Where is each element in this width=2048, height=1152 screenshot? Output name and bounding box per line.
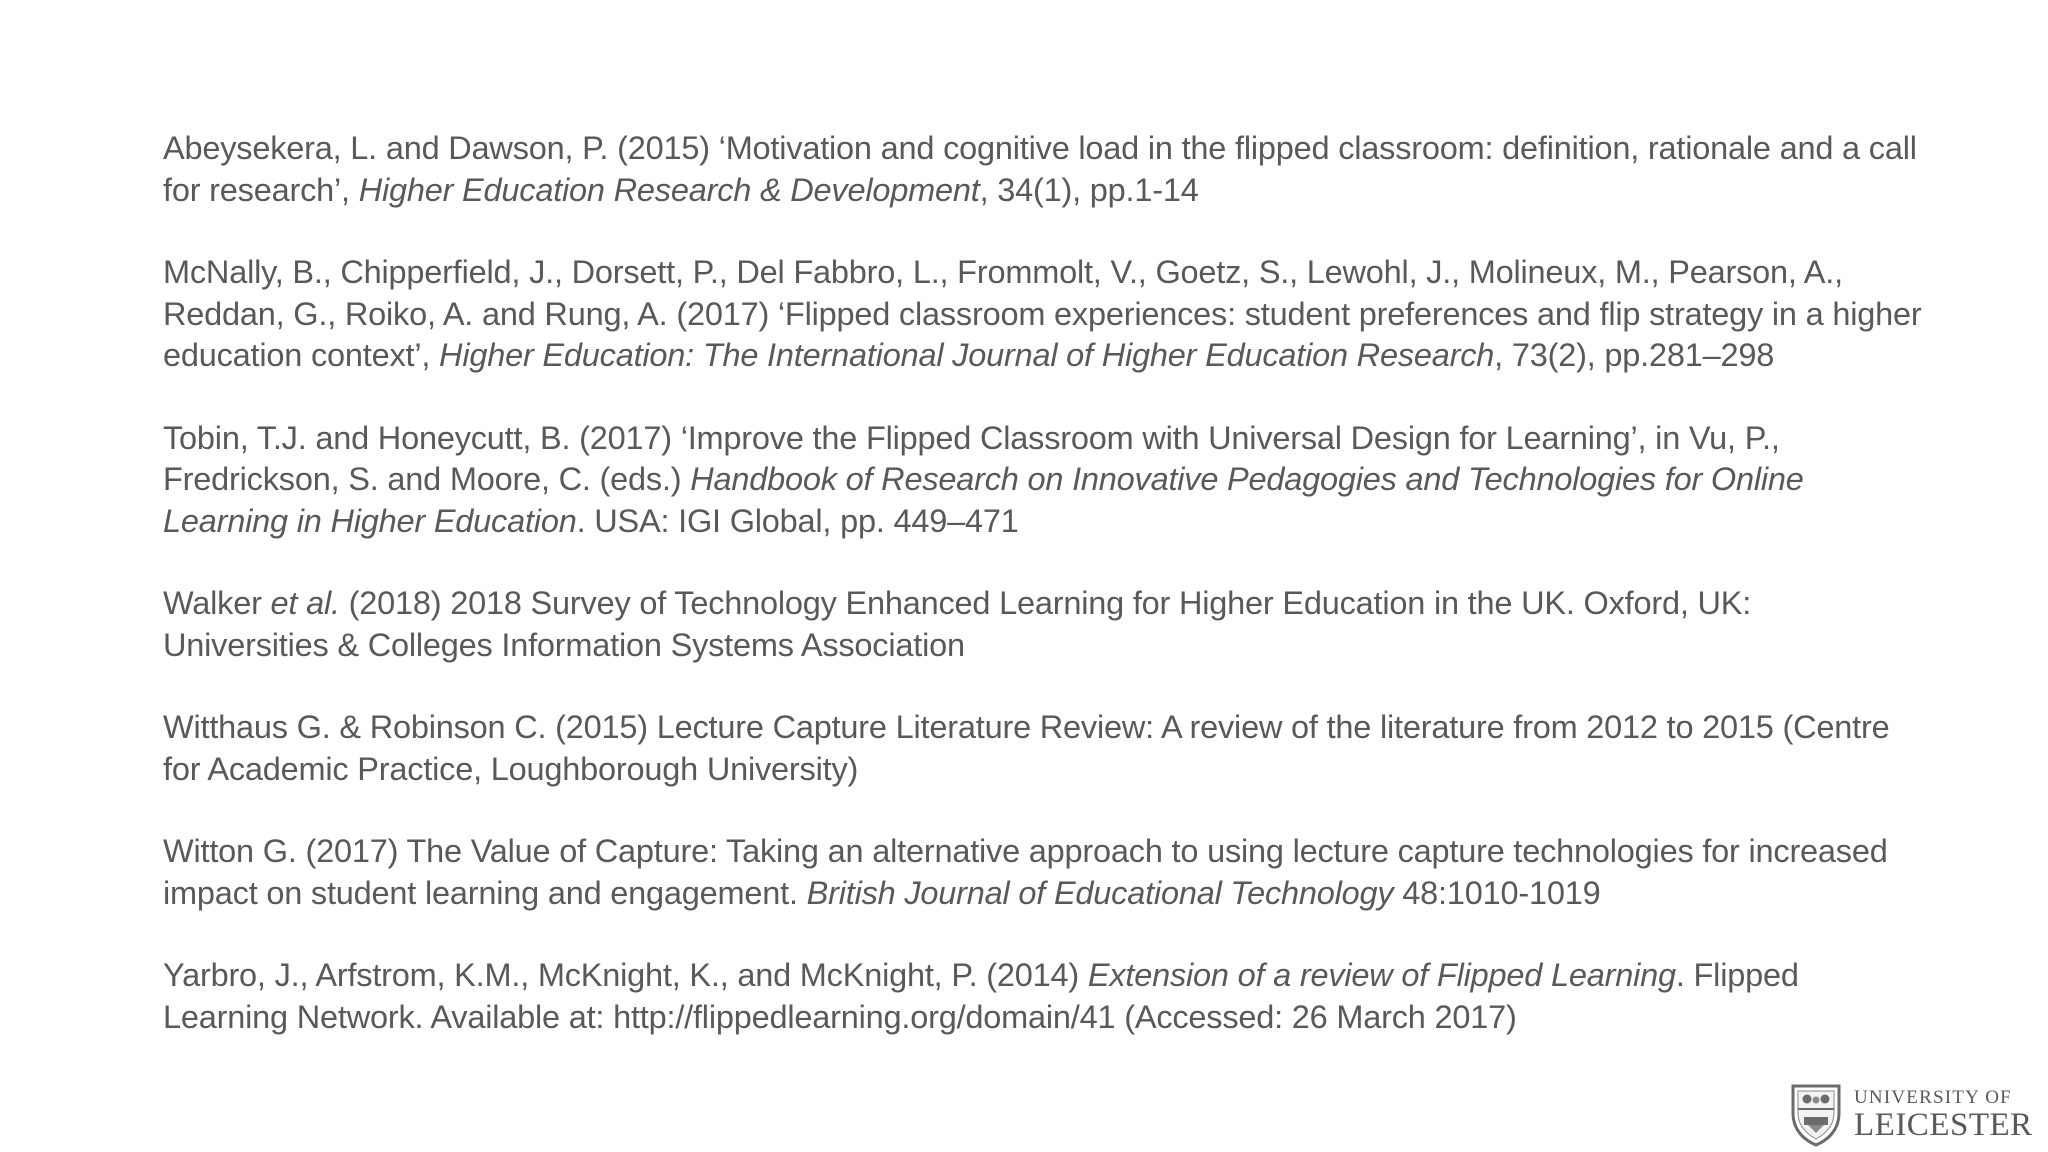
- reference-item: [163, 128, 1923, 211]
- reference-title: Extension of a review of Flipped Learning: [1087, 957, 1676, 993]
- reference-text: . Flipped Learning Network. Available at: http://flippedlearning.org/domain/41 (Accessed: 26 March 2017): [163, 957, 1799, 1035]
- reference-text: , 34(1), pp.1-14: [979, 171, 1199, 208]
- reference-item: [163, 831, 1923, 914]
- reference-text: . USA: IGI Global, pp. 449–471: [576, 502, 1019, 539]
- reference-text: Abeysekera, L. and Dawson, P. (2015) ‘Motivation and cognitive load in the flipped classroom: definition, rationale and a call for research’,: [163, 130, 1917, 208]
- university-shield-icon: [1790, 1083, 1842, 1147]
- reference-title: Handbook of Research on Innovative Pedagogies and Technologies for Online Learning in Higher Education: [163, 461, 1804, 539]
- reference-title: Higher Education Research & Development: [358, 171, 980, 208]
- reference-text: , 73(2), pp.281–298: [1494, 337, 1775, 373]
- reference-list: [163, 128, 1923, 1079]
- reference-item: [163, 252, 1923, 377]
- reference-item: [163, 955, 1923, 1038]
- reference-text: Tobin, T.J. and Honeycutt, B. (2017) ‘Improve the Flipped Classroom with Universal Design for Learning’, in Vu, P., Fredrickson, S. and Moore, C. (eds.): [163, 419, 1780, 497]
- reference-text: Yarbro, J., Arfstrom, K.M., McKnight, K., and McKnight, P. (2014): [163, 957, 1088, 993]
- reference-item: [163, 707, 1923, 790]
- logo-line-university-of: UNIVERSITY OF: [1854, 1087, 2012, 1108]
- reference-title: British Journal of Educational Technology: [806, 874, 1394, 911]
- reference-item: [163, 418, 1923, 543]
- university-logo: [1790, 1082, 2033, 1148]
- reference-text: 48:1010-1019: [1393, 874, 1601, 911]
- reference-text: Walker: [163, 585, 271, 621]
- reference-text: (2018) 2018 Survey of Technology Enhanced Learning for Higher Education in the UK. Oxford, UK: Universities & Colleges Information Systems Association: [163, 585, 1752, 663]
- logo-text: [1854, 1088, 2033, 1142]
- reference-item: [163, 583, 1923, 666]
- reference-title: et al.: [270, 585, 340, 621]
- reference-text: McNally, B., Chipperfield, J., Dorsett, P., Del Fabbro, L., Frommolt, V., Goetz, S., Lewohl, J., Molineux, M., Pearson, A., Reddan, G., Roiko, A. and Rung, A. (2017) ‘Flipped classroom experiences: student preferences and flip strategy in a higher education context’,: [163, 254, 1922, 373]
- reference-title: Higher Education: The International Journal of Higher Education Research: [439, 337, 1495, 373]
- reference-text: Witthaus G. & Robinson C. (2015) Lecture Capture Literature Review: A review of the literature from 2012 to 2015 (Centre for Academic Practice, Loughborough University): [163, 709, 1890, 787]
- logo-line-leicester: LEICESTER: [1854, 1107, 2033, 1143]
- reference-text: Witton G. (2017) The Value of Capture: Taking an alternative approach to using lecture capture technologies for increased impact on student learning and engagement.: [163, 833, 1888, 911]
